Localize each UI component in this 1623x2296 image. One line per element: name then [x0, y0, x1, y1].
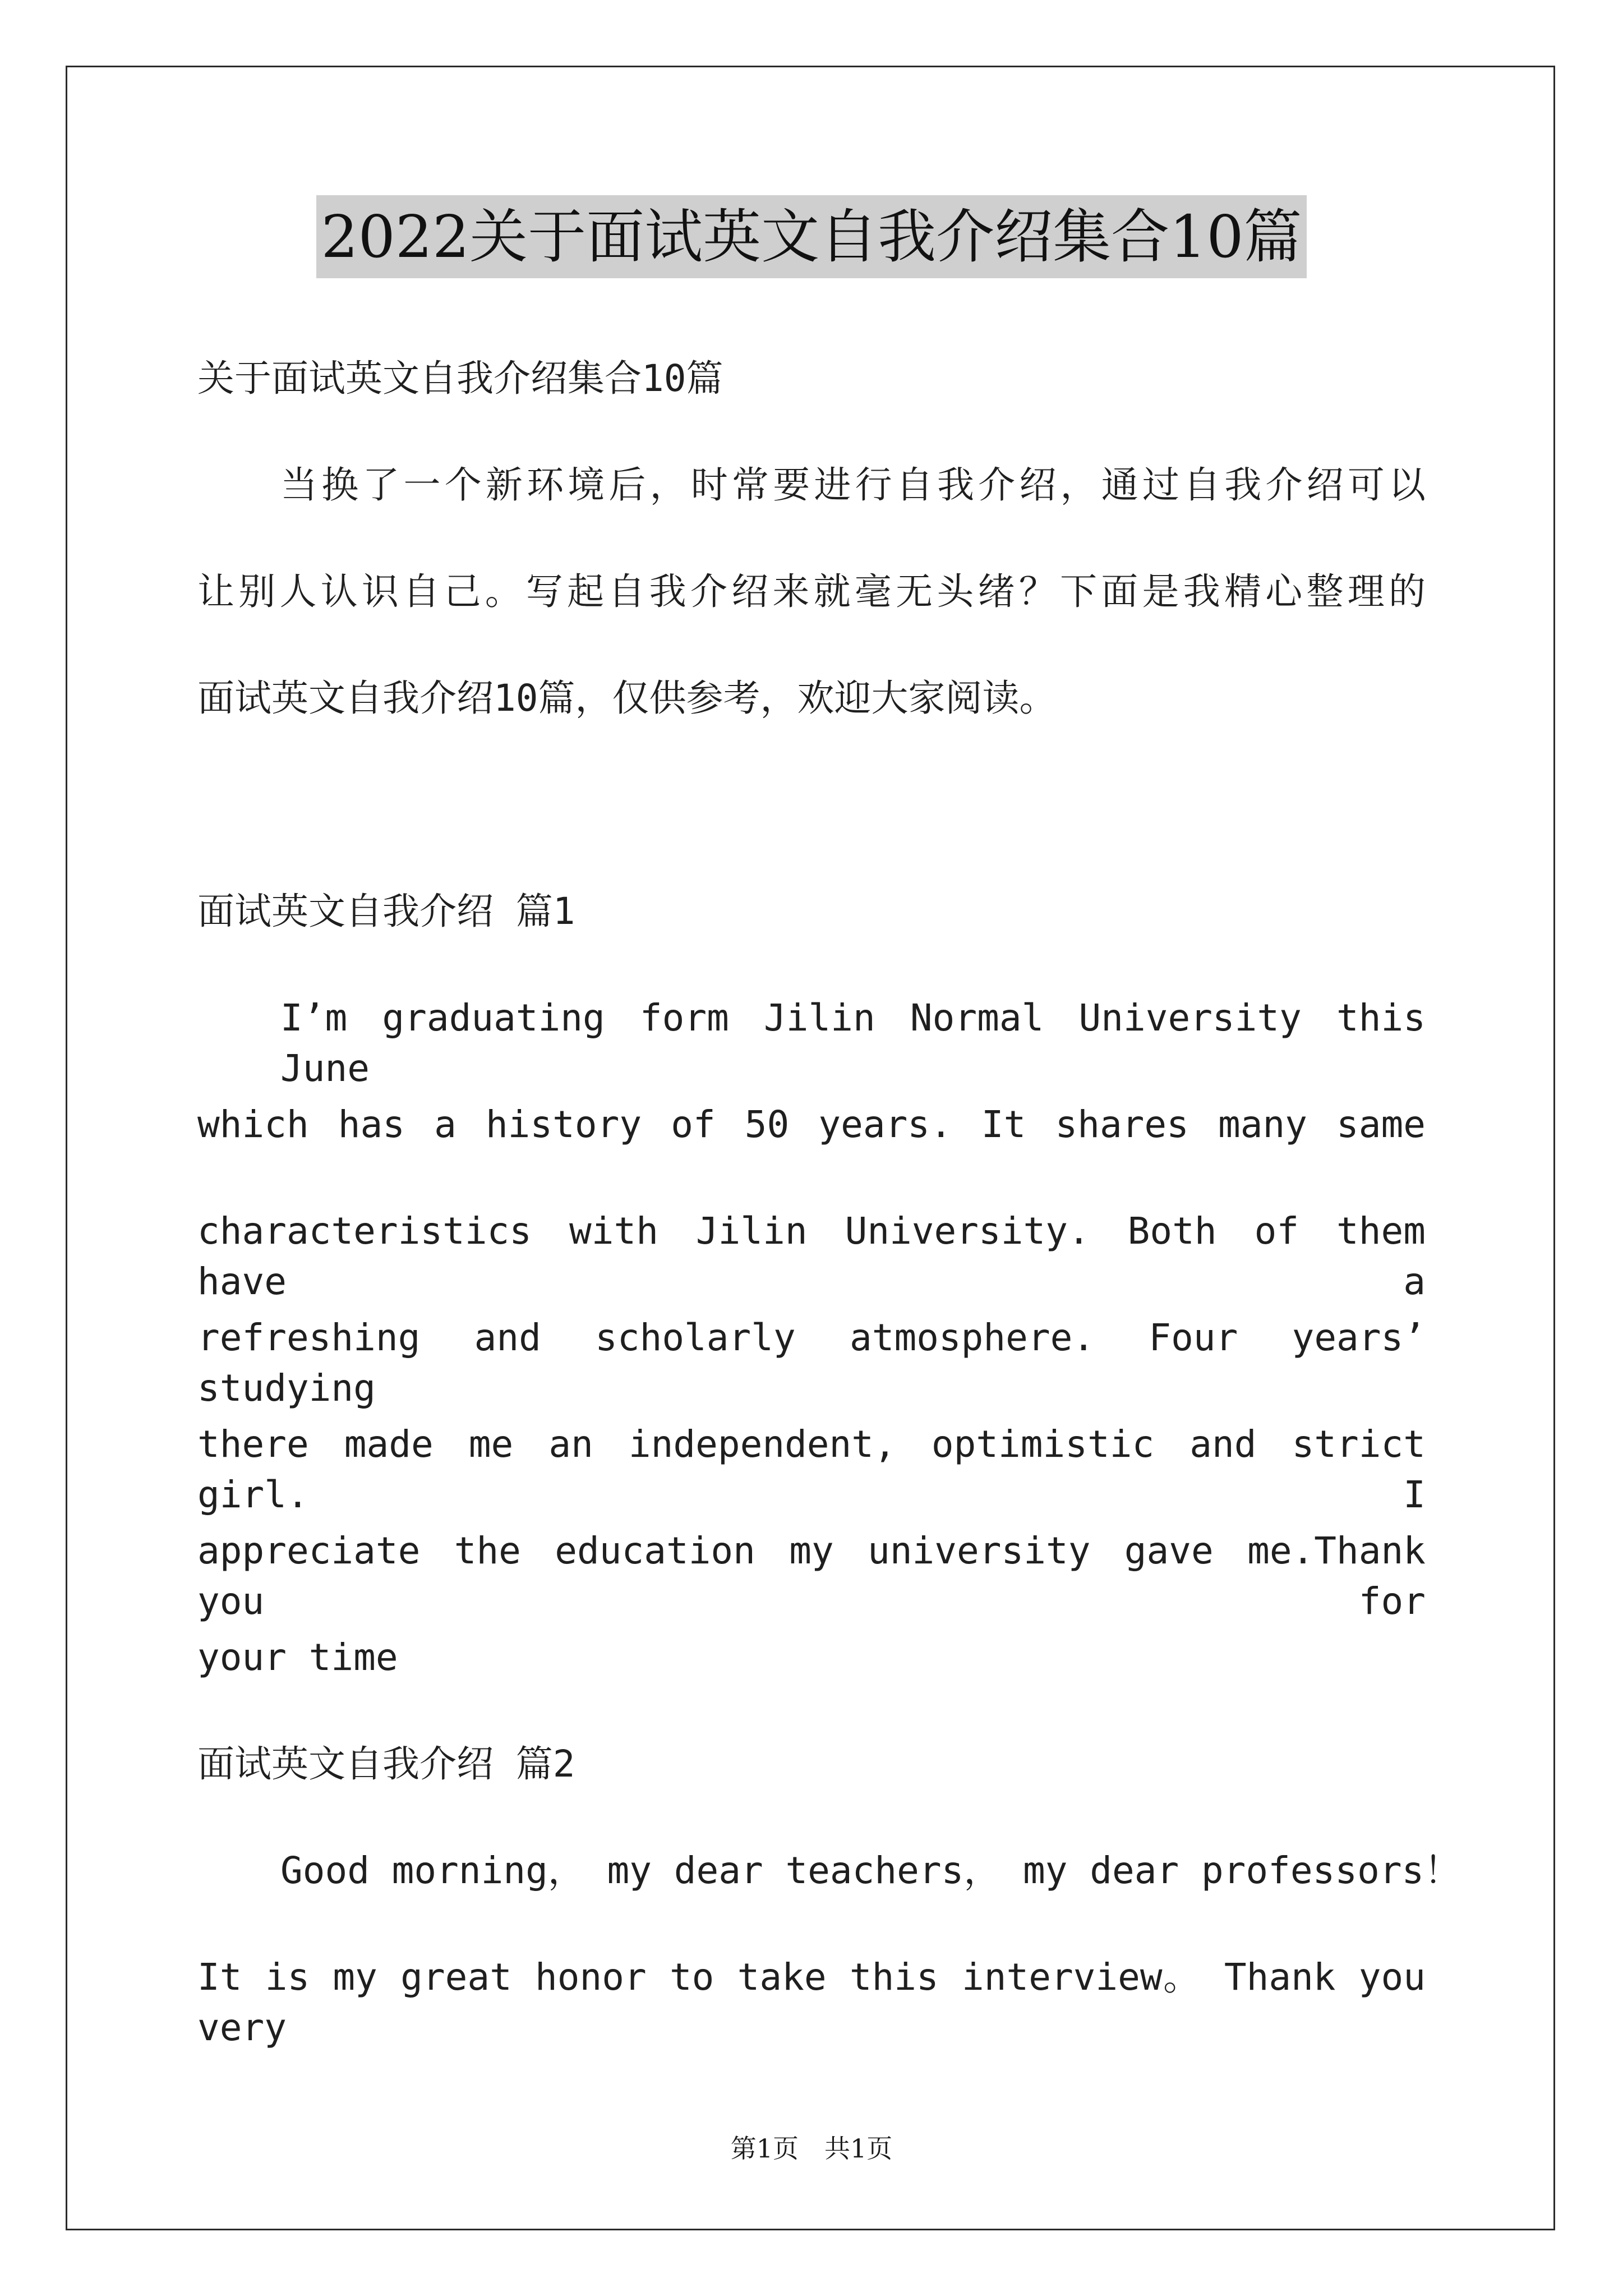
intro-line-2: 让别人认识自己。写起自我介绍来就毫无头绪？下面是我精心整理的 — [197, 570, 1426, 613]
section-1-heading: 面试英文自我介绍 篇1 — [197, 890, 575, 933]
section-1-line-5: there made me an independent, optimistic and strict girl. I — [197, 1423, 1426, 1516]
section-1-line-7: your time — [197, 1636, 398, 1679]
page-footer: 第1页 共1页 — [730, 2133, 893, 2164]
section-2-line-2: It is my great honor to take this interview。 Thank you very — [197, 1955, 1426, 2049]
document-title: 2022关于面试英文自我介绍集合10篇 — [316, 195, 1306, 278]
title-container — [0, 195, 1623, 278]
section-1-line-1: I’m graduating form Jilin Normal University this June — [280, 996, 1426, 1090]
intro-line-1: 当换了一个新环境后，时常要进行自我介绍，通过自我介绍可以 — [280, 463, 1426, 507]
document-subtitle: 关于面试英文自我介绍集合10篇 — [197, 357, 723, 400]
section-2-line-1: Good morning， my dear teachers， my dear professors！ — [280, 1849, 1461, 1892]
intro-line-3: 面试英文自我介绍10篇，仅供参考，欢迎大家阅读。 — [197, 677, 1057, 720]
section-1-line-4: refreshing and scholarly atmosphere. Four years’ studying — [197, 1316, 1426, 1410]
section-1-line-6: appreciate the education my university gave me.Thank you for — [197, 1529, 1426, 1623]
section-2-heading: 面试英文自我介绍 篇2 — [197, 1742, 575, 1786]
section-1-line-3: characteristics with Jilin University. Both of them have a — [197, 1209, 1426, 1303]
section-1-line-2: which has a history of 50 years. It shares many same — [197, 1103, 1426, 1146]
